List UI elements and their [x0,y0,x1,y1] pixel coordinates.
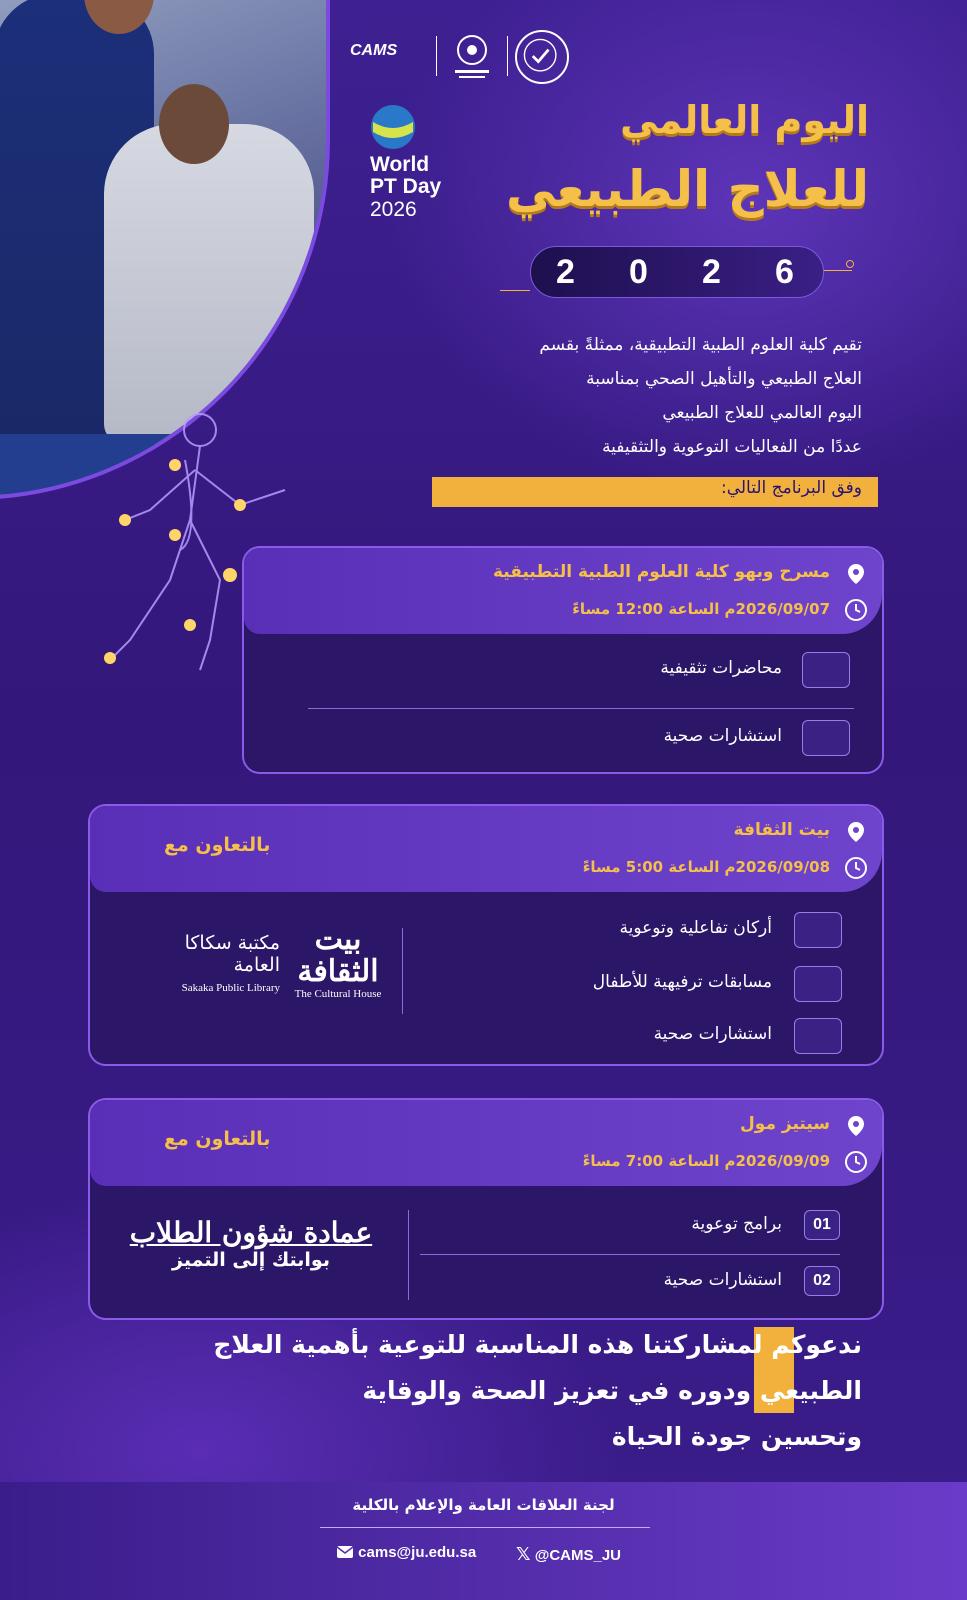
partner-divider [408,1210,409,1300]
intro-line: عددًا من الفعاليات التوعوية والتثقيفية [602,437,862,457]
event-item: أركان تفاعلية وتوعوية [619,918,772,938]
pt-day-year: 2026 [370,198,417,221]
kids-competition-icon [794,966,842,1002]
year-badge [530,246,824,298]
lecture-icon [802,652,850,688]
partner-library-line1: مكتبة سكاكا [184,932,280,954]
partner-house-line2: الثقافة [297,954,379,989]
pt-day-emblem-icon [370,104,416,150]
logo-divider [436,36,437,76]
student-affairs-line2: بوابتك إلى التميز [172,1249,330,1271]
event-item: استشارات صحية [663,726,782,746]
intro-line: تقيم كلية العلوم الطبية التطبيقية، ممثلةً بقسم [539,335,862,355]
intro-program-line: وفق البرنامج التالي: [720,478,862,498]
year-digit: 2 [702,252,725,291]
partner-house-en: The Cultural House [294,988,382,1000]
title-line-1: اليوم العالمي [620,98,869,142]
logo-divider [507,36,508,76]
footer [0,1482,967,1600]
partner-divider [402,928,403,1014]
invitation-text [142,1322,862,1460]
event-datetime: 2026/09/09م الساعة 7:00 مساءً [582,1152,830,1170]
invitation-line: الطبيعي ودوره في تعزيز الصحة والوقاية [362,1376,862,1405]
event-datetime: 2026/09/07م الساعة 12:00 مساءً [572,600,830,618]
email-text: cams@ju.edu.sa [358,1544,477,1561]
collaboration-label: بالتعاون مع [164,1128,271,1150]
event-item: استشارات صحية [653,1024,772,1044]
email-contact[interactable] [336,1544,476,1561]
event-datetime: 2026/09/08م الساعة 5:00 مساءً [582,858,830,876]
invitation-line: وتحسين جودة الحياة [611,1422,862,1451]
pt-day-line1: World [370,153,430,176]
world-pt-day-logo [370,104,470,222]
consultation-icon [794,1018,842,1054]
student-affairs-logo [106,1216,396,1271]
event-item: مسابقات ترفيهية للأطفال [592,972,772,992]
footer-divider [320,1527,650,1528]
committee-name: لجنة العلاقات العامة والإعلام بالكلية [352,1496,615,1514]
patient-head [159,84,229,164]
jouf-university-logo [445,28,499,84]
cams-logo: CAMS [350,42,398,59]
intro-line: العلاج الطبيعي والتأهيل الصحي بمناسبة [586,369,862,389]
partner-library-line2: العامة [233,954,280,976]
booth-icon [794,912,842,948]
event-venue: سيتيز مول [740,1114,830,1134]
year-digit: 0 [629,252,652,291]
clock-icon [844,856,868,880]
event-card-3 [88,1098,884,1320]
collaboration-label: بالتعاون مع [164,834,271,856]
partner-library-logo [130,932,280,994]
clock-icon [844,1150,868,1174]
pt-day-line2: PT Day [370,175,442,198]
item-divider [308,708,854,709]
clock-icon [844,598,868,622]
item-number: 01 [804,1210,840,1240]
partner-house-line1: بيت [314,922,362,957]
year-decor-line [500,290,530,291]
location-pin-icon [844,562,868,586]
event-card-1 [242,546,884,774]
year-digit: 6 [775,252,798,291]
location-pin-icon [844,1114,868,1138]
location-pin-icon [844,820,868,844]
intro-line: اليوم العالمي للعلاج الطبيعي [662,403,862,423]
event-item: برامج توعوية [691,1214,782,1234]
event-card-2 [88,804,884,1066]
event-card-header [244,548,882,634]
event-item: استشارات صحية [663,1270,782,1290]
item-number: 02 [804,1266,840,1296]
header-logos [350,28,590,88]
partner-library-en: Sakaka Public Library [181,982,280,994]
x-handle-contact[interactable] [516,1544,621,1565]
year-decor-dot [846,260,854,268]
item-divider [420,1254,840,1255]
invitation-line: ندعوكم لمشاركتنا هذه المناسبة للتوعية بأهمية العلاج [213,1330,862,1359]
mail-icon [336,1545,354,1559]
x-logo-icon: 𝕏 [516,1544,531,1565]
event-venue: مسرح وبهو كلية العلوم الطبية التطبيقية [492,562,830,582]
year-decor-line [824,270,852,271]
year-digit: 2 [556,252,579,291]
event-venue: بيت الثقافة [733,820,830,840]
partner-cultural-house-logo [278,924,398,1000]
consultation-icon [802,720,850,756]
patient-figure [104,124,314,444]
accredited-badge-icon [515,30,569,84]
title-line-2: للعلاج الطبيعي [505,160,869,218]
intro-paragraph [392,328,862,464]
student-affairs-line1: عمادة شؤون الطلاب [129,1216,373,1249]
x-handle-text: @CAMS_JU [534,1547,621,1564]
event-item: محاضرات تثقيفية [660,658,782,678]
